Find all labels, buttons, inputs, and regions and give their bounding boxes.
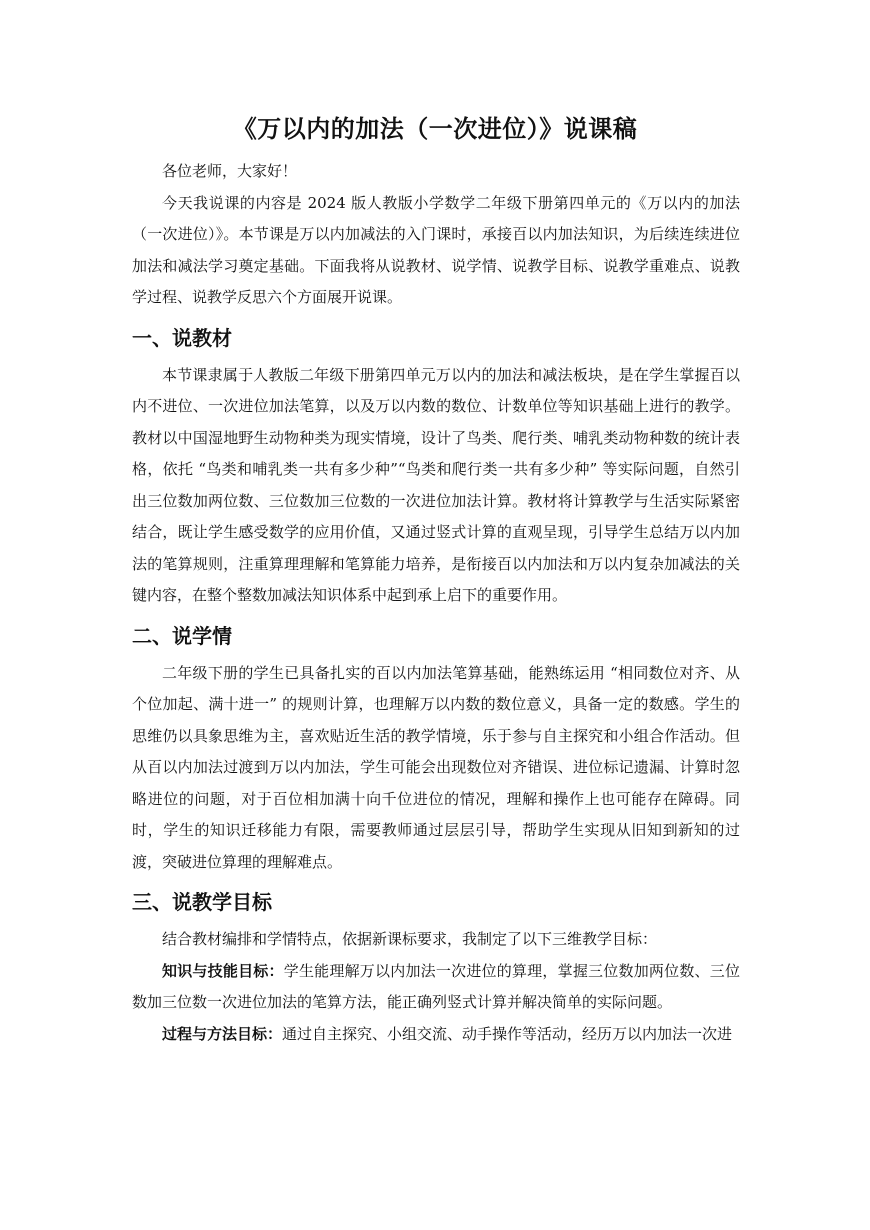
- goals-intro-paragraph: 结合教材编排和学情特点，依据新课标要求，我制定了以下三维教学目标：: [162, 930, 658, 948]
- document-body: [132, 152, 740, 1050]
- goal-knowledge-paragraph: [132, 956, 740, 1019]
- goal-process-paragraph: [132, 1019, 740, 1051]
- section-heading-textbook: 一、说教材: [132, 325, 232, 350]
- textbook-paragraph: 本节课隶属于人教版二年级下册第四单元万以内的加法和减法板块，是在学生掌握百以内不进位、一次进位加法笔算，以及万以内数的数位、计数单位等知识基础上进行的教学。教材以中国湿地野生动物种类为现实情境，设计了鸟类、爬行类、哺乳类动物种数的统计表格，依托 “鸟类和哺乳类一共有多少种”“鸟类和爬行类一共有多少种” 等实际问题，自然引出三位数加两位数、三位数加三位数的一次进位加法计算。教材将计算教学与生活实际紧密结合，既让学生感受数学的应用价值，又通过竖式计算的直观呈现，引导学生总结万以内加法的笔算规则，注重算理理解和笔算能力培养，是衔接百以内加法和万以内复杂加减法的关键内容，在整个整数加减法知识体系中起到承上启下的重要作用。: [132, 365, 740, 604]
- document-title: 《万以内的加法（一次进位）》说课稿: [232, 114, 638, 143]
- goal-process-label: 过程与方法目标：: [162, 1024, 283, 1043]
- goal-process-text: 通过自主探究、小组交流、动手操作等活动，经历万以内加法一次进: [282, 1024, 733, 1043]
- goal-knowledge-label: 知识与技能目标：: [162, 961, 284, 980]
- section-heading-goals: 三、说教学目标: [132, 890, 272, 914]
- intro-paragraph: 今天我说课的内容是 2024 版人教版小学数学二年级下册第四单元的《万以内的加法（一次进位）》。本节课是万以内加减法的入门课时，承接百以内加法知识，为后续连续进位加法和减法学习奠定基础。下面我将从说教材、说学情、说教学目标、说教学重难点、说教学过程、说教学反思六个方面展开说课。: [132, 193, 740, 306]
- goal-knowledge-text: 学生能理解万以内加法一次进位的算理，掌握三位数加两位数、三位数加三位数一次进位加法的笔算方法，能正确列竖式计算并解决简单的实际问题。: [132, 961, 740, 1011]
- students-paragraph: 二年级下册的学生已具备扎实的百以内加法笔算基础，能熟练运用 “相同数位对齐、从个位加起、满十进一” 的规则计算，也理解万以内数的数位意义，具备一定的数感。学生的思维仍以具象思维为主，喜欢贴近生活的教学情境，乐于参与自主探究和小组合作活动。但从百以内加法过渡到万以内加法，学生可能会出现数位对齐错误、进位标记遗漏、计算时忽略进位的问题，对于百位相加满十向千位进位的情况，理解和操作上也可能存在障碍。同时，学生的知识迁移能力有限，需要教师通过层层引导，帮助学生实现从旧知到新知的过渡，突破进位算理的理解难点。: [132, 663, 740, 871]
- section-heading-students: 二、说学情: [132, 623, 232, 648]
- greeting-paragraph: 各位老师，大家好！: [162, 162, 298, 180]
